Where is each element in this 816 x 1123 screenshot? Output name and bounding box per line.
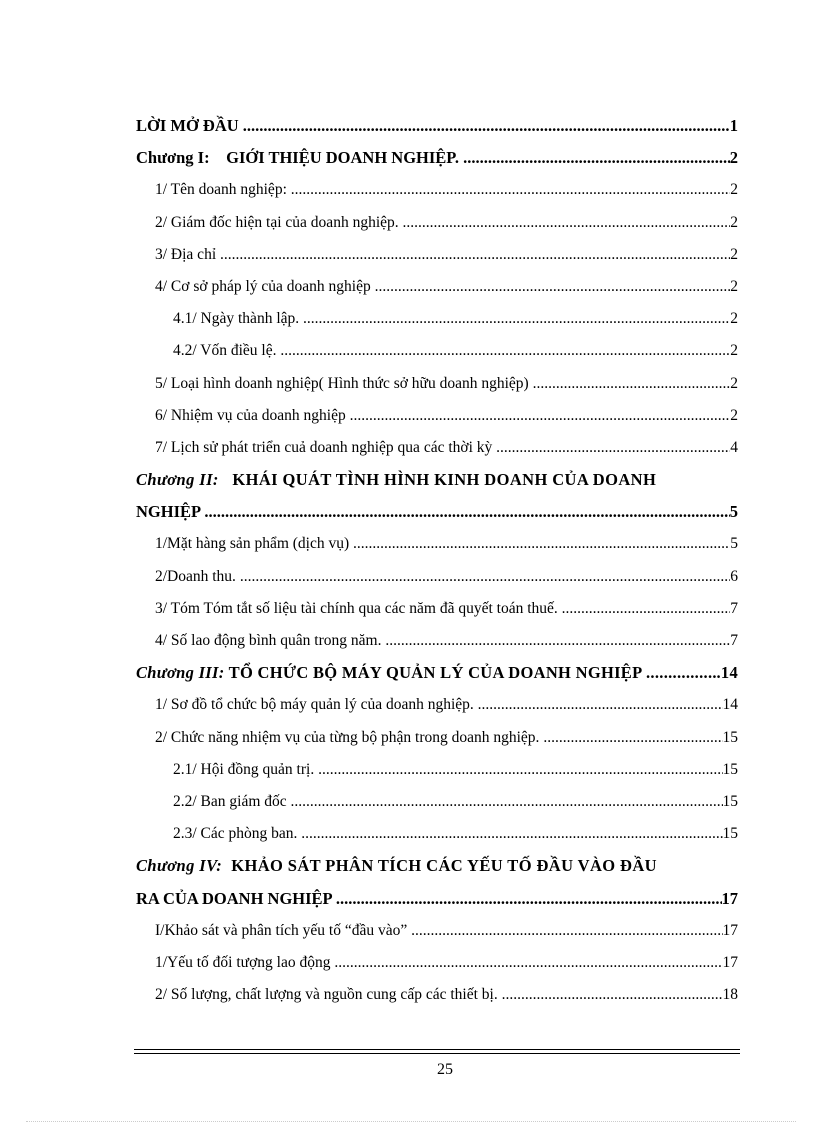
toc-page-number: .14 [716, 657, 738, 689]
toc-entry-chapter-4-line1 [136, 850, 738, 882]
chapter-label: Chương I: [136, 148, 210, 168]
toc-entry-text: 3/ Tóm Tóm tắt số liệu tài chính qua các năm đã quyết toán thuế. [155, 599, 558, 617]
toc-entry-text: 1/Mặt hàng sản phẩm (dịch vụ) [155, 535, 350, 553]
toc-entry [155, 979, 738, 1011]
chapter-label: Chương IV: [136, 856, 223, 876]
toc-page-number: 2 [730, 303, 738, 335]
toc-entry [155, 207, 738, 239]
toc-entry-text: 4/ Cơ sở pháp lý của doanh nghiệp [155, 277, 371, 295]
page-edge-divider [26, 1121, 796, 1122]
toc-entry [155, 368, 738, 400]
footer-rule [134, 1049, 740, 1050]
toc-page-number: 18 [723, 979, 739, 1011]
toc-entry [173, 786, 738, 818]
toc-page-number: 2 [730, 400, 738, 432]
toc-entry-text: 2/ Số lượng, chất lượng và nguồn cung cấp các thiết bị. [155, 986, 498, 1004]
toc-entry-text: 4/ Số lao động bình quân trong năm. [155, 632, 382, 649]
chapter-title: KHÁI QUÁT TÌNH HÌNH KINH DOANH CỦA DOANH [232, 470, 657, 490]
toc-entry-text: 2.2/ Ban giám đốc [173, 792, 287, 810]
toc-entry [155, 561, 738, 593]
toc-entry [155, 947, 738, 979]
toc-entry [155, 400, 738, 432]
toc-entry-text: 2/Doanh thu. [155, 567, 236, 585]
toc-entry-text: 2/ Chức năng nhiệm vụ của từng bộ phận trong doanh nghiệp. [155, 728, 540, 746]
toc-entry [155, 689, 738, 721]
toc-page-number: 2 [730, 142, 738, 174]
toc-entry-chapter-4-line2 [136, 883, 738, 915]
toc-entry-text: 6/ Nhiệm vụ của doanh nghiệp [155, 406, 346, 424]
toc-entry [155, 915, 738, 947]
toc-page-number: 15 [723, 818, 739, 850]
toc-entry-text: 1/Yếu tố đối tượng lao động [155, 953, 331, 971]
toc-page-number: 7 [730, 593, 738, 625]
chapter-title: GIỚI THIỆU DOANH NGHIỆP. [226, 148, 459, 168]
toc-entry-text: 4.2/ Vốn điều lệ. [173, 342, 277, 360]
toc-page-number: 2 [730, 368, 738, 400]
chapter-title: KHẢO SÁT PHÂN TÍCH CÁC YẾU TỐ ĐẦU VÀO ĐẦU [231, 856, 657, 876]
toc-entry-text: 2.3/ Các phòng ban. [173, 825, 298, 843]
toc-page-number: 2 [730, 271, 738, 303]
toc-entry [155, 271, 738, 303]
toc-page-number: 15 [723, 754, 739, 786]
toc-entry [155, 174, 738, 206]
toc-entry-text: 7/ Lịch sử phát triển cuả doanh nghiệp qua các thời kỳ [155, 438, 493, 456]
toc-entry [155, 239, 738, 271]
toc-page-number: 2 [730, 207, 738, 239]
toc-page-number: 7 [730, 625, 738, 657]
toc-page-number: 2 [730, 239, 738, 271]
toc-page-number: 17 [723, 915, 739, 947]
toc-page-number: 2 [730, 174, 738, 206]
toc-entry [155, 432, 738, 464]
toc-entry-chapter-1 [136, 142, 738, 174]
toc-entry [155, 625, 738, 657]
toc-entry [173, 303, 738, 335]
table-of-contents [136, 110, 738, 1011]
toc-entry-chapter-2-line1 [136, 464, 738, 496]
toc-entry [155, 593, 738, 625]
toc-entry-text: 5/ Loại hình doanh nghiệp( Hình thức sở hữu doanh nghiệp) [155, 374, 529, 392]
chapter-label: Chương III: [136, 663, 225, 683]
toc-page-number: 2 [730, 335, 738, 367]
toc-page-number: 1 [730, 110, 738, 142]
toc-page-number: 17 [722, 883, 739, 915]
chapter-label: Chương II: [136, 470, 219, 490]
toc-entry [173, 818, 738, 850]
toc-page-number: 15 [723, 786, 739, 818]
toc-entry [173, 335, 738, 367]
chapter-title-cont: NGHIỆP [136, 502, 201, 522]
toc-entry [173, 754, 738, 786]
chapter-title-cont: RA CỦA DOANH NGHIỆP [136, 888, 332, 908]
toc-page-number: 17 [723, 947, 739, 979]
toc-entry-text: LỜI MỞ ĐẦU [136, 116, 239, 135]
toc-entry [155, 528, 738, 560]
toc-page-number: 15 [723, 722, 739, 754]
toc-entry-text: I/Khảo sát và phân tích yếu tố “đầu vào” [155, 921, 408, 939]
toc-page-number: 5 [730, 496, 738, 528]
toc-entry-chapter-3 [136, 657, 738, 689]
toc-entry-text: 1/ Tên doanh nghiệp: [155, 181, 287, 199]
footer-rule [134, 1053, 740, 1054]
chapter-title: TỔ CHỨC BỘ MÁY QUẢN LÝ CỦA DOANH NGHIỆP [228, 663, 642, 683]
toc-entry-intro [136, 110, 738, 142]
toc-entry-text: 3/ Địa chỉ [155, 245, 217, 263]
page-number: 25 [437, 1061, 453, 1078]
toc-entry-text: 4.1/ Ngày thành lập. [173, 310, 300, 328]
toc-page-number: 5 [730, 528, 738, 560]
toc-page-number: 14 [723, 689, 739, 721]
toc-entry-text: 1/ Sơ đồ tổ chức bộ máy quản lý của doanh nghiệp. [155, 696, 474, 714]
toc-entry-chapter-2-line2 [136, 496, 738, 528]
toc-entry [155, 722, 738, 754]
toc-entry-text: 2.1/ Hội đồng quản trị. [173, 760, 315, 778]
toc-entry-text: 2/ Giám đốc hiện tại của doanh nghiệp. [155, 213, 399, 231]
toc-page-number: 6 [730, 561, 738, 593]
toc-page-number: 4 [730, 432, 738, 464]
